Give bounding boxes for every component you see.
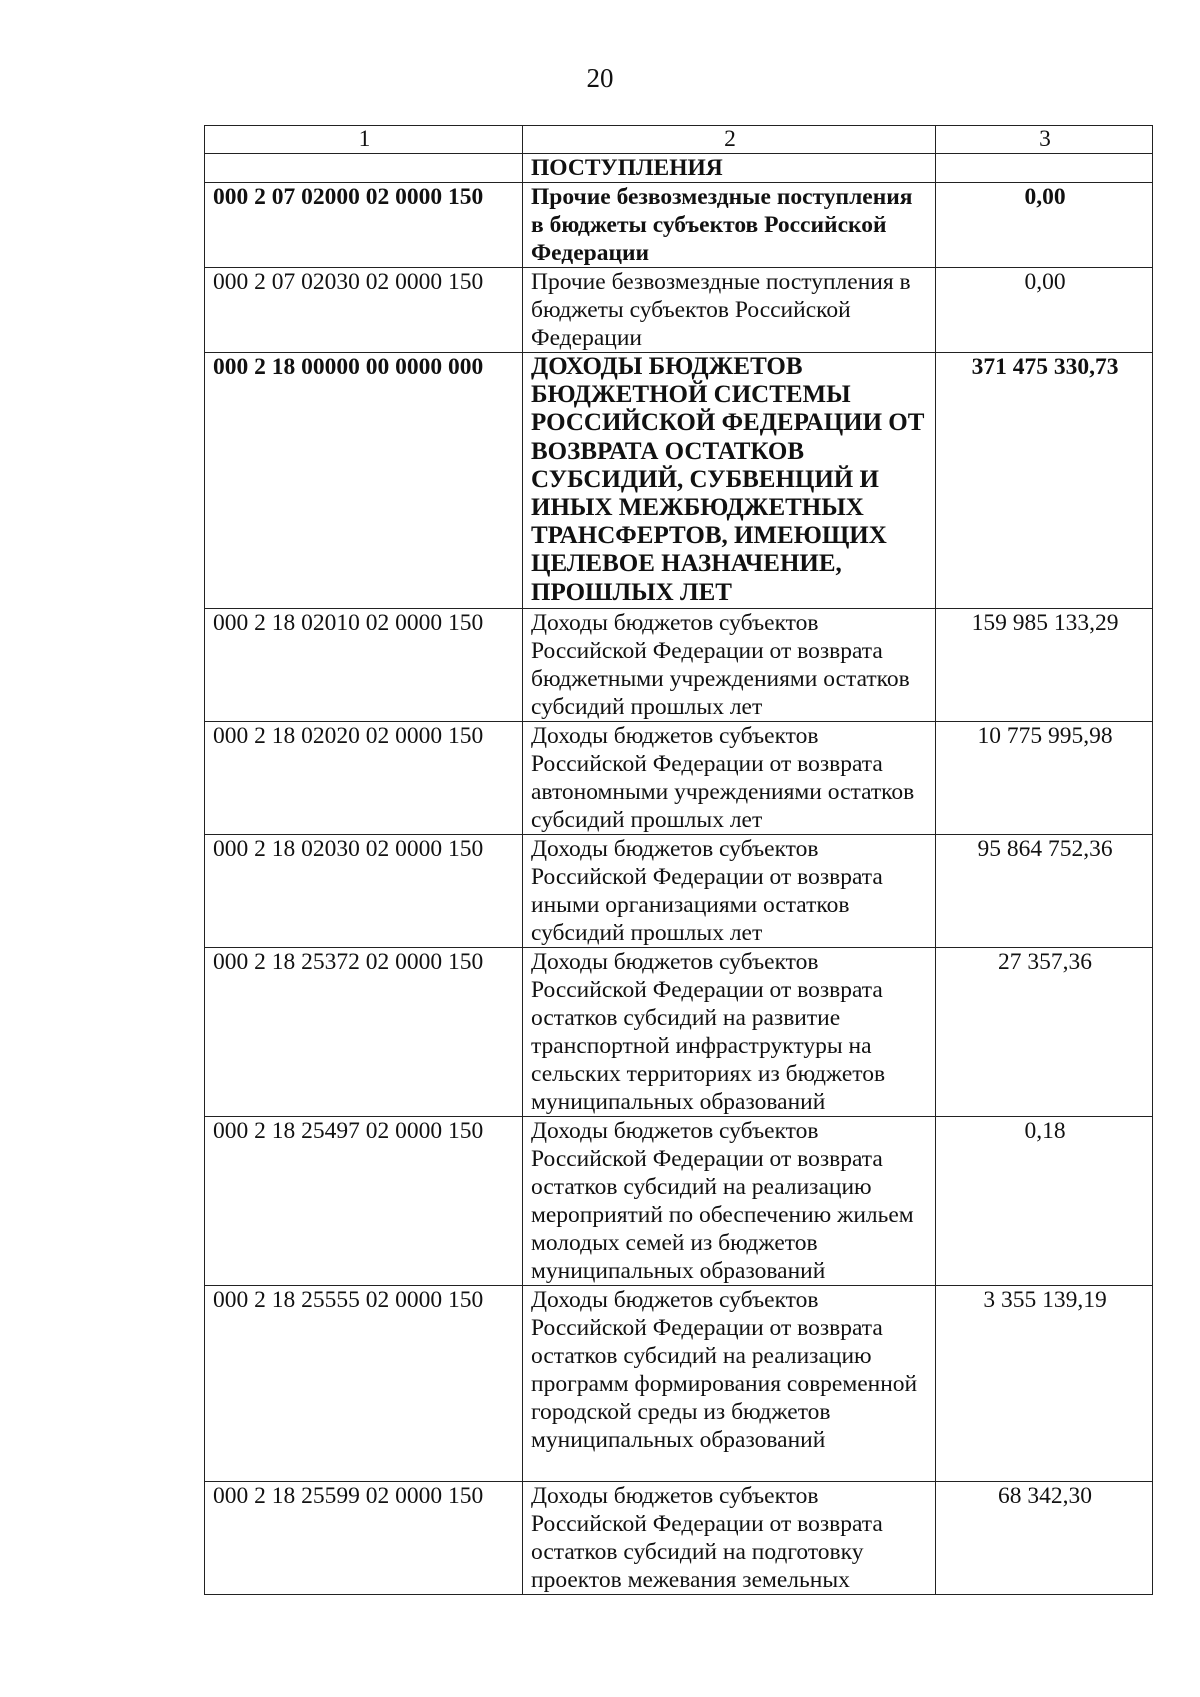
table-row: [205, 268, 1153, 353]
revenue-name: Прочие безвозмездные поступления в бюджеты субъектов Российской Федерации: [523, 183, 936, 268]
table-row: [205, 609, 1153, 722]
revenue-name: Доходы бюджетов субъектов Российской Федерации от возврата бюджетными учреждениями остатков субсидий прошлых лет: [523, 609, 936, 722]
amount: 27 357,36: [936, 948, 1153, 1117]
revenue-name: Доходы бюджетов субъектов Российской Федерации от возврата остатков субсидий на развитие транспортной инфраструктуры на сельских территориях из бюджетов муниципальных образований: [523, 948, 936, 1117]
revenue-name: Прочие безвозмездные поступления в бюджеты субъектов Российской Федерации: [523, 268, 936, 353]
table-row: [205, 353, 1153, 609]
budget-code: 000 2 18 25497 02 0000 150: [205, 1117, 523, 1286]
budget-code: 000 2 18 00000 00 0000 000: [205, 353, 523, 609]
revenue-name: ДОХОДЫ БЮДЖЕТОВ БЮДЖЕТНОЙ СИСТЕМЫ РОССИЙСКОЙ ФЕДЕРАЦИИ ОТ ВОЗВРАТА ОСТАТКОВ СУБСИДИЙ, СУБВЕНЦИЙ И ИНЫХ МЕЖБЮДЖЕТНЫХ ТРАНСФЕРТОВ, ИМЕЮЩИХ ЦЕЛЕВОЕ НАЗНАЧЕНИЕ, ПРОШЛЫХ ЛЕТ: [523, 353, 936, 609]
amount: 0,18: [936, 1117, 1153, 1286]
table-row: [205, 948, 1153, 1117]
table-row: [205, 1286, 1153, 1482]
budget-code: [205, 154, 523, 183]
table-row: [205, 1482, 1153, 1595]
table-row: [205, 154, 1153, 183]
revenue-name: Доходы бюджетов субъектов Российской Федерации от возврата остатков субсидий на реализацию программ формирования современной городской среды из бюджетов муниципальных образований: [523, 1286, 936, 1482]
table-row: [205, 183, 1153, 268]
revenue-name: Доходы бюджетов субъектов Российской Федерации от возврата остатков субсидий на подготовку проектов межевания земельных: [523, 1482, 936, 1595]
amount: 3 355 139,19: [936, 1286, 1153, 1482]
revenue-name: Доходы бюджетов субъектов Российской Федерации от возврата иными организациями остатков субсидий прошлых лет: [523, 835, 936, 948]
header-col-1: 1: [205, 126, 523, 154]
amount: 0,00: [936, 268, 1153, 353]
amount: 159 985 133,29: [936, 609, 1153, 722]
budget-code: 000 2 18 02030 02 0000 150: [205, 835, 523, 948]
budget-code: 000 2 18 25599 02 0000 150: [205, 1482, 523, 1595]
budget-code: 000 2 18 25372 02 0000 150: [205, 948, 523, 1117]
budget-code: 000 2 07 02030 02 0000 150: [205, 268, 523, 353]
revenue-name: Доходы бюджетов субъектов Российской Федерации от возврата автономными учреждениями остатков субсидий прошлых лет: [523, 722, 936, 835]
amount: 68 342,30: [936, 1482, 1153, 1595]
revenue-name: Доходы бюджетов субъектов Российской Федерации от возврата остатков субсидий на реализацию мероприятий по обеспечению жильем молодых семей из бюджетов муниципальных образований: [523, 1117, 936, 1286]
budget-code: 000 2 18 25555 02 0000 150: [205, 1286, 523, 1482]
table-row: [205, 1117, 1153, 1286]
table-row: [205, 722, 1153, 835]
header-col-2: 2: [523, 126, 936, 154]
revenue-name: ПОСТУПЛЕНИЯ: [523, 154, 936, 183]
table-row: [205, 835, 1153, 948]
amount: 95 864 752,36: [936, 835, 1153, 948]
amount: [936, 154, 1153, 183]
page-number: 20: [586, 63, 614, 93]
amount: 371 475 330,73: [936, 353, 1153, 609]
header-row: [205, 126, 1153, 154]
amount: 10 775 995,98: [936, 722, 1153, 835]
revenue-table: [204, 125, 1153, 1595]
budget-code: 000 2 18 02010 02 0000 150: [205, 609, 523, 722]
amount: 0,00: [936, 183, 1153, 268]
budget-code: 000 2 18 02020 02 0000 150: [205, 722, 523, 835]
header-col-3: 3: [936, 126, 1153, 154]
budget-code: 000 2 07 02000 02 0000 150: [205, 183, 523, 268]
